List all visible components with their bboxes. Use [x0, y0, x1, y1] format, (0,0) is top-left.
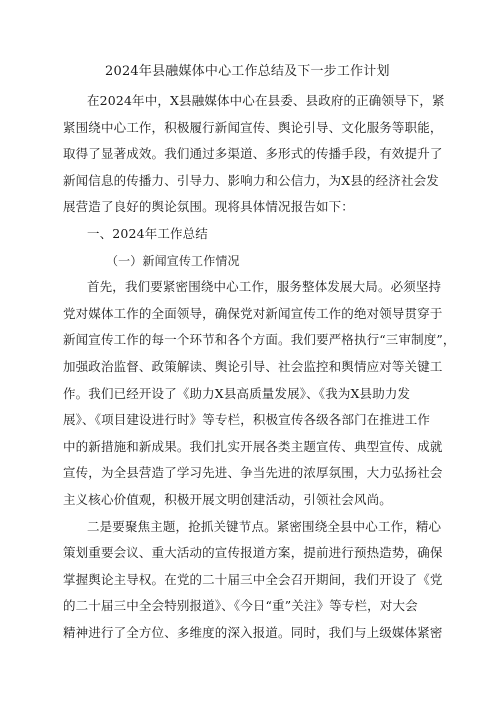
- section-heading: 一、2024年工作总结: [87, 225, 208, 241]
- paragraph-line: 二是要聚焦主题，抢抓关键节点。紧密围绕全县中心工作，精心: [87, 518, 442, 534]
- subsection-heading: （一）新闻宣传工作情况: [106, 253, 240, 268]
- paragraph-line: 掌握舆论主导权。在党的二十届三中全会召开期间，我们开设了《党: [63, 571, 443, 587]
- paragraph-line: 首先，我们要紧密围绕中心工作，服务整体发展大局。必须坚持: [87, 279, 442, 295]
- paragraph-line: 取得了显著成效。我们通过多渠道、多形式的传播手段，有效提升了: [63, 146, 443, 162]
- paragraph-line: 宣传，为全县营造了学习先进、争当先进的浓厚氛围，大力弘扬社会: [63, 465, 443, 481]
- paragraph-line: 加强政治监督、政策解读、舆论引导、社会监控和舆情应对等关键工: [63, 358, 443, 374]
- paragraph-line: 在2024年中，X县融媒体中心在县委、县政府的正确领导下，紧: [87, 93, 445, 108]
- paragraph-line: 主义核心价值观，积极开展文明创建活动，引领社会风尚。: [63, 491, 392, 507]
- paragraph-line: 策划重要会议、重大活动的宣传报道方案，提前进行预热造势，确保: [63, 545, 443, 561]
- paragraph-line: 新闻信息的传播力、引导力、影响力和公信力，为X县的经济社会发: [63, 172, 439, 188]
- paragraph-line: 中的新措施和新成果。我们扎实开展各类主题宣传、典型宣传、成就: [63, 438, 443, 454]
- paragraph-line: 展》、《项目建设进行时》等专栏，积极宣传各级各部门在推进工作: [63, 412, 431, 428]
- paragraph-line: 紧围绕中心工作，积极履行新闻宣传、舆论引导、文化服务等职能，: [63, 119, 443, 135]
- paragraph-line: 党对媒体工作的全面领导，确保党对新闻宣传工作的绝对领导贯穿于: [63, 305, 443, 321]
- paragraph-line: 精神进行了全方位、多维度的深入报道。同时，我们与上级媒体紧密: [63, 624, 443, 640]
- paragraph-line: 的二十届三中全会特别报道》、《今日“重”关注》等专栏，对大会: [63, 598, 418, 614]
- document-title: 2024年县融媒体中心工作总结及下一步工作计划: [105, 64, 390, 79]
- document-body: [63, 88, 456, 646]
- paragraph-line: 展营造了良好的舆论氛围。现将具体情况报告如下：: [63, 199, 354, 215]
- paragraph-line: 作。我们已经开设了《助力X县高质量发展》、《我为X县助力发: [63, 385, 411, 401]
- paragraph-line: 新闻宣传工作的每一个环节和各个方面。我们要严格执行“三审制度”，: [63, 332, 456, 348]
